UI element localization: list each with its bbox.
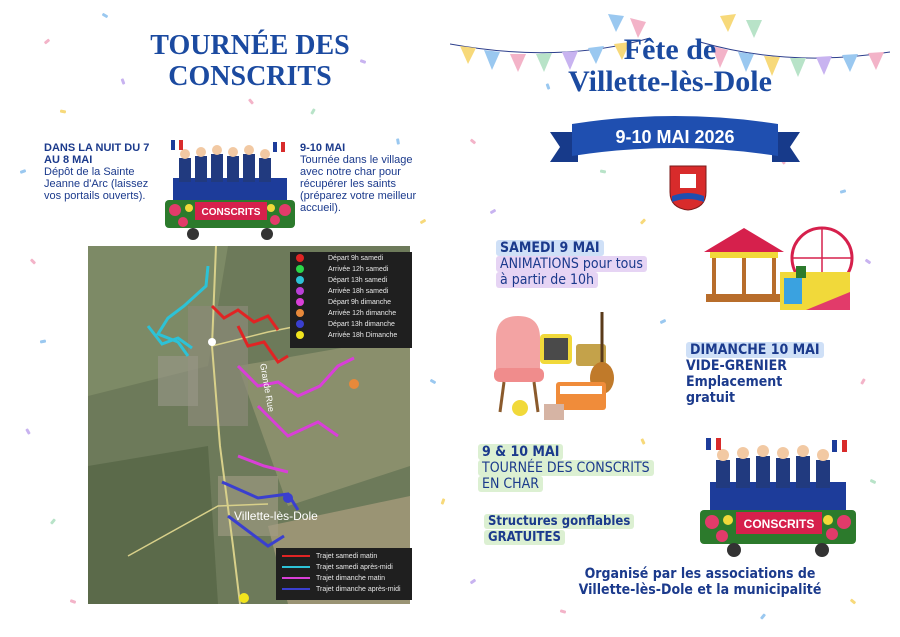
legend-route-label: Trajet samedi après-midi <box>316 564 393 571</box>
legend-point-row <box>296 309 396 319</box>
confetti <box>420 219 427 225</box>
legend-route-row <box>282 574 385 584</box>
sunday-line1: VIDE-GRENIER <box>686 358 787 374</box>
tour-line2: EN CHAR <box>478 476 543 492</box>
tour-heading: 9 & 10 MAI <box>478 444 563 460</box>
confetti <box>50 518 56 525</box>
legend-route-label: Trajet dimanche matin <box>316 575 385 582</box>
night-text-line3: vos portails ouverts). <box>44 190 146 202</box>
purple-dot-icon <box>296 287 304 295</box>
confetti <box>248 98 254 105</box>
legend-route-row <box>282 552 377 562</box>
night-heading-line1: DANS LA NUIT DU 7 <box>44 142 150 154</box>
confetti <box>600 170 606 174</box>
road-label: Grande Rue <box>258 362 277 413</box>
right-title <box>520 34 820 98</box>
legend-point-row <box>296 276 387 286</box>
days-text-line3: récupérer les saints <box>300 178 396 190</box>
route-line-icon <box>282 577 310 579</box>
inflatables-line2: GRATUITES <box>484 530 565 545</box>
confetti <box>865 259 872 265</box>
legend-route-row <box>282 585 401 595</box>
tour-float-block <box>478 444 688 492</box>
inflatables-line1: Structures gonflables <box>484 514 634 529</box>
confetti <box>60 110 66 114</box>
legend-point-label: Départ 9h samedi <box>328 255 384 262</box>
blue-dot-icon <box>296 320 304 328</box>
confetti <box>40 340 46 344</box>
confetti <box>430 379 437 385</box>
night-heading-line2: AU 8 MAI <box>44 154 93 166</box>
magenta-dot-icon <box>296 298 304 306</box>
flea-market-illustration <box>490 308 630 428</box>
days-text-line1: Tournée dans le village <box>300 154 413 166</box>
red-dot-icon <box>296 254 304 262</box>
confetti <box>490 209 497 215</box>
sunday-line2: Emplacement <box>686 374 783 390</box>
organizers-footer <box>540 566 860 598</box>
left-title-line1: TOURNÉE DES <box>150 30 350 61</box>
fairground-illustration <box>700 222 860 314</box>
route-line-icon <box>282 566 310 568</box>
legend-point-label: Départ 9h dimanche <box>328 299 392 306</box>
confetti <box>760 613 766 620</box>
map-legend-points <box>290 252 412 348</box>
route-line-icon <box>282 555 310 557</box>
footer-line2: Villette-lès-Dole et la municipalité <box>578 582 822 598</box>
saturday-block <box>496 240 686 288</box>
sunday-heading: DIMANCHE 10 MAI <box>686 342 824 358</box>
yellow-dot-icon <box>296 331 304 339</box>
coat-of-arms-icon <box>668 164 708 212</box>
route-line-icon <box>282 588 310 590</box>
confetti <box>441 498 446 505</box>
confetti <box>20 169 27 174</box>
date-banner-text: 9-10 MAI 2026 <box>615 127 735 147</box>
legend-point-row <box>296 298 391 308</box>
legend-point-row <box>296 265 388 275</box>
confetti <box>70 599 77 604</box>
conscrits-float-illustration-right <box>700 436 856 560</box>
legend-point-row <box>296 287 388 297</box>
saturday-heading: SAMEDI 9 MAI <box>496 240 604 256</box>
confetti <box>840 189 847 193</box>
left-title-line2: CONSCRITS <box>168 61 332 92</box>
night-deposit-block <box>44 142 174 202</box>
legend-point-row <box>296 254 383 264</box>
legend-point-row <box>296 320 395 330</box>
confetti <box>30 258 36 264</box>
green-dot-icon <box>296 265 304 273</box>
night-text-line2: Jeanne d'Arc (laissez <box>44 178 149 190</box>
legend-point-row <box>296 331 397 341</box>
date-ribbon <box>550 110 800 170</box>
map-village-label: Villette-lès-Dole <box>234 509 318 523</box>
right-title-line2: Villette-lès-Dole <box>568 65 772 98</box>
left-float-sign: CONSCRITS <box>201 207 261 218</box>
saturday-line1: ANIMATIONS pour tous <box>496 256 647 272</box>
confetti <box>560 609 567 613</box>
saturday-line2: à partir de 10h <box>496 272 598 288</box>
orange-dot-icon <box>296 309 304 317</box>
night-text-line1: Dépôt de la Sainte <box>44 166 135 178</box>
confetti <box>102 13 109 19</box>
sunday-block <box>686 342 856 406</box>
confetti <box>850 598 857 604</box>
tour-days-block <box>300 142 430 214</box>
legend-route-label: Trajet dimanche après-midi <box>316 586 401 593</box>
days-text-line2: avec notre char pour <box>300 166 401 178</box>
legend-route-row <box>282 563 393 573</box>
conscrits-float-illustration <box>165 138 295 243</box>
confetti <box>470 138 477 144</box>
days-heading: 9-10 MAI <box>300 142 346 154</box>
tour-line1: TOURNÉE DES CONSCRITS <box>478 460 654 476</box>
right-title-line1: Fête de <box>623 33 717 66</box>
legend-point-label: Départ 13h samedi <box>328 277 388 284</box>
days-text-line5: accueil). <box>300 202 341 214</box>
days-text-line4: (préparez votre meilleur <box>300 190 417 202</box>
right-float-sign: CONSCRITS <box>743 517 815 531</box>
legend-route-label: Trajet samedi matin <box>316 553 378 560</box>
sunday-line3: gratuit <box>686 390 736 406</box>
legend-point-label: Arrivée 12h dimanche <box>328 310 397 317</box>
confetti <box>25 428 31 435</box>
inflatables-block <box>484 514 664 546</box>
left-title <box>120 30 380 92</box>
confetti <box>44 38 51 44</box>
confetti <box>640 218 646 224</box>
confetti <box>870 479 877 484</box>
legend-point-label: Arrivée 12h samedi <box>328 266 389 273</box>
legend-point-label: Départ 13h dimanche <box>328 321 395 328</box>
confetti <box>660 319 667 324</box>
confetti <box>310 108 316 115</box>
map-legend-routes <box>276 548 412 600</box>
confetti <box>860 378 866 385</box>
legend-point-label: Arrivée 18h Dimanche <box>328 332 398 339</box>
legend-point-label: Arrivée 18h samedi <box>328 288 389 295</box>
footer-line1: Organisé par les associations de <box>584 566 816 582</box>
cyan-dot-icon <box>296 276 304 284</box>
confetti <box>470 579 477 585</box>
